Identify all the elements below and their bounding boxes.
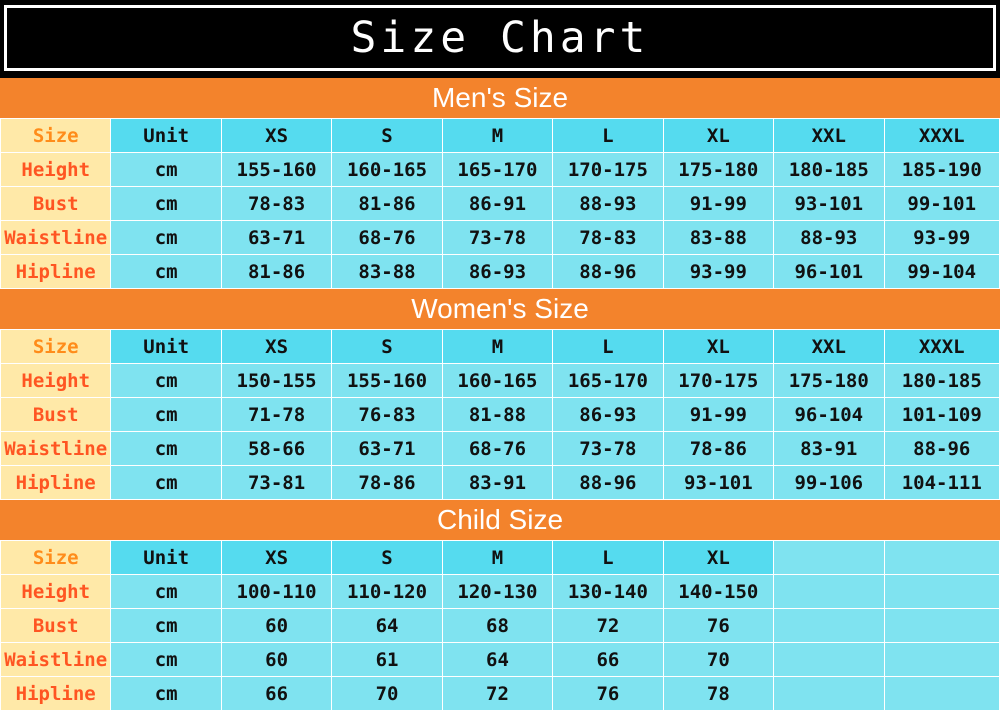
table-cell: 78 — [663, 677, 773, 711]
row-label: Hipline — [1, 466, 111, 500]
table-cell: 170-175 — [663, 364, 773, 398]
table-cell: 96-101 — [774, 255, 884, 289]
table-row — [1, 677, 1000, 711]
table-row — [1, 643, 1000, 677]
table-cell: 66 — [221, 677, 331, 711]
table-cell: 60 — [221, 609, 331, 643]
column-header: M — [442, 330, 552, 364]
title-frame — [4, 5, 996, 71]
table-cell: 175-180 — [774, 364, 884, 398]
row-unit: cm — [111, 643, 221, 677]
table-cell: 101-109 — [884, 398, 1000, 432]
column-header: M — [442, 541, 552, 575]
row-unit: cm — [111, 432, 221, 466]
table-cell: 64 — [332, 609, 442, 643]
table-cell-empty — [774, 541, 884, 575]
table-row — [1, 153, 1000, 187]
table-cell: 72 — [442, 677, 552, 711]
table-header-row — [1, 330, 1000, 364]
column-header: XXL — [774, 119, 884, 153]
table-row — [1, 575, 1000, 609]
table-cell: 81-86 — [221, 255, 331, 289]
table-cell: 63-71 — [332, 432, 442, 466]
column-header: L — [553, 541, 663, 575]
row-unit: cm — [111, 255, 221, 289]
row-label: Bust — [1, 398, 111, 432]
section-header-mens — [0, 78, 1000, 118]
row-unit: cm — [111, 575, 221, 609]
table-cell-empty — [774, 609, 884, 643]
row-unit: cm — [111, 153, 221, 187]
table-cell-empty — [884, 575, 1000, 609]
table-cell: 180-185 — [884, 364, 1000, 398]
table-cell: 165-170 — [442, 153, 552, 187]
table-cell: 68-76 — [332, 221, 442, 255]
table-cell: 155-160 — [221, 153, 331, 187]
table-cell-empty — [774, 677, 884, 711]
column-header: S — [332, 119, 442, 153]
column-header: Size — [1, 330, 111, 364]
row-label: Hipline — [1, 677, 111, 711]
table-cell: 70 — [332, 677, 442, 711]
row-label: Waistline — [1, 643, 111, 677]
column-header: S — [332, 330, 442, 364]
row-label: Waistline — [1, 432, 111, 466]
row-label: Height — [1, 153, 111, 187]
table-cell: 83-88 — [663, 221, 773, 255]
table-cell: 155-160 — [332, 364, 442, 398]
row-label: Height — [1, 575, 111, 609]
table-header-row — [1, 119, 1000, 153]
table-cell: 73-81 — [221, 466, 331, 500]
table-cell: 66 — [553, 643, 663, 677]
table-cell: 81-86 — [332, 187, 442, 221]
table-cell-empty — [774, 575, 884, 609]
table-row — [1, 187, 1000, 221]
table-row — [1, 364, 1000, 398]
page-title: Size Chart — [350, 12, 650, 63]
table-cell: 73-78 — [442, 221, 552, 255]
table-cell: 93-101 — [663, 466, 773, 500]
column-header: L — [553, 119, 663, 153]
row-label: Height — [1, 364, 111, 398]
row-unit: cm — [111, 364, 221, 398]
table-mens — [0, 118, 1000, 289]
column-header: L — [553, 330, 663, 364]
section-title-mens: Men's Size — [431, 82, 569, 113]
title-banner — [0, 0, 1000, 78]
column-header: XXXL — [884, 330, 1000, 364]
table-cell: 83-91 — [774, 432, 884, 466]
table-cell: 64 — [442, 643, 552, 677]
table-row — [1, 432, 1000, 466]
table-cell: 86-93 — [442, 255, 552, 289]
table-cell: 61 — [332, 643, 442, 677]
table-child — [0, 540, 1000, 711]
table-cell: 83-91 — [442, 466, 552, 500]
column-header: Unit — [111, 541, 221, 575]
table-cell: 175-180 — [663, 153, 773, 187]
column-header: Unit — [111, 119, 221, 153]
table-cell-empty — [884, 677, 1000, 711]
table-cell: 185-190 — [884, 153, 1000, 187]
table-cell: 160-165 — [332, 153, 442, 187]
column-header: S — [332, 541, 442, 575]
table-cell: 88-93 — [553, 187, 663, 221]
column-header: XS — [221, 541, 331, 575]
table-cell: 58-66 — [221, 432, 331, 466]
section-title-womens: Women's Size — [411, 293, 589, 324]
table-cell: 165-170 — [553, 364, 663, 398]
table-cell-empty — [774, 643, 884, 677]
table-row — [1, 221, 1000, 255]
table-cell: 93-101 — [774, 187, 884, 221]
table-cell: 180-185 — [774, 153, 884, 187]
table-cell: 160-165 — [442, 364, 552, 398]
column-header: M — [442, 119, 552, 153]
table-cell: 140-150 — [663, 575, 773, 609]
column-header: XXL — [774, 330, 884, 364]
table-cell: 99-106 — [774, 466, 884, 500]
section-title-child: Child Size — [436, 504, 564, 535]
table-cell-empty — [884, 643, 1000, 677]
column-header: XS — [221, 119, 331, 153]
table-cell: 71-78 — [221, 398, 331, 432]
table-cell: 81-88 — [442, 398, 552, 432]
table-cell: 88-96 — [884, 432, 1000, 466]
table-cell: 86-91 — [442, 187, 552, 221]
table-cell: 70 — [663, 643, 773, 677]
table-row — [1, 255, 1000, 289]
row-label: Bust — [1, 609, 111, 643]
table-cell: 88-93 — [774, 221, 884, 255]
table-cell: 91-99 — [663, 398, 773, 432]
table-cell: 68 — [442, 609, 552, 643]
table-cell: 68-76 — [442, 432, 552, 466]
table-cell: 83-88 — [332, 255, 442, 289]
table-cell: 78-86 — [663, 432, 773, 466]
column-header: XS — [221, 330, 331, 364]
table-cell: 110-120 — [332, 575, 442, 609]
table-cell: 76 — [553, 677, 663, 711]
row-unit: cm — [111, 609, 221, 643]
section-header-womens — [0, 289, 1000, 329]
column-header: XL — [663, 330, 773, 364]
table-cell: 91-99 — [663, 187, 773, 221]
table-cell: 120-130 — [442, 575, 552, 609]
table-cell: 150-155 — [221, 364, 331, 398]
table-cell: 96-104 — [774, 398, 884, 432]
row-label: Bust — [1, 187, 111, 221]
table-cell: 100-110 — [221, 575, 331, 609]
table-cell: 99-101 — [884, 187, 1000, 221]
row-unit: cm — [111, 398, 221, 432]
column-header: Unit — [111, 330, 221, 364]
row-unit: cm — [111, 677, 221, 711]
table-cell: 63-71 — [221, 221, 331, 255]
table-cell: 78-83 — [553, 221, 663, 255]
table-cell: 72 — [553, 609, 663, 643]
table-cell: 99-104 — [884, 255, 1000, 289]
table-womens — [0, 329, 1000, 500]
table-cell-empty — [884, 609, 1000, 643]
row-label: Waistline — [1, 221, 111, 255]
table-cell: 170-175 — [553, 153, 663, 187]
table-cell: 88-96 — [553, 255, 663, 289]
table-row — [1, 466, 1000, 500]
table-cell: 78-86 — [332, 466, 442, 500]
table-cell: 73-78 — [553, 432, 663, 466]
section-header-child — [0, 500, 1000, 540]
table-cell: 93-99 — [884, 221, 1000, 255]
column-header: XL — [663, 541, 773, 575]
table-cell: 88-96 — [553, 466, 663, 500]
table-cell: 86-93 — [553, 398, 663, 432]
table-row — [1, 609, 1000, 643]
column-header: XL — [663, 119, 773, 153]
table-header-row — [1, 541, 1000, 575]
table-cell: 130-140 — [553, 575, 663, 609]
row-label: Hipline — [1, 255, 111, 289]
row-unit: cm — [111, 221, 221, 255]
table-cell: 76 — [663, 609, 773, 643]
table-cell: 76-83 — [332, 398, 442, 432]
table-cell: 104-111 — [884, 466, 1000, 500]
column-header: Size — [1, 541, 111, 575]
table-cell: 78-83 — [221, 187, 331, 221]
column-header: Size — [1, 119, 111, 153]
table-cell: 60 — [221, 643, 331, 677]
table-row — [1, 398, 1000, 432]
table-cell: 93-99 — [663, 255, 773, 289]
column-header: XXXL — [884, 119, 1000, 153]
row-unit: cm — [111, 466, 221, 500]
row-unit: cm — [111, 187, 221, 221]
table-cell-empty — [884, 541, 1000, 575]
